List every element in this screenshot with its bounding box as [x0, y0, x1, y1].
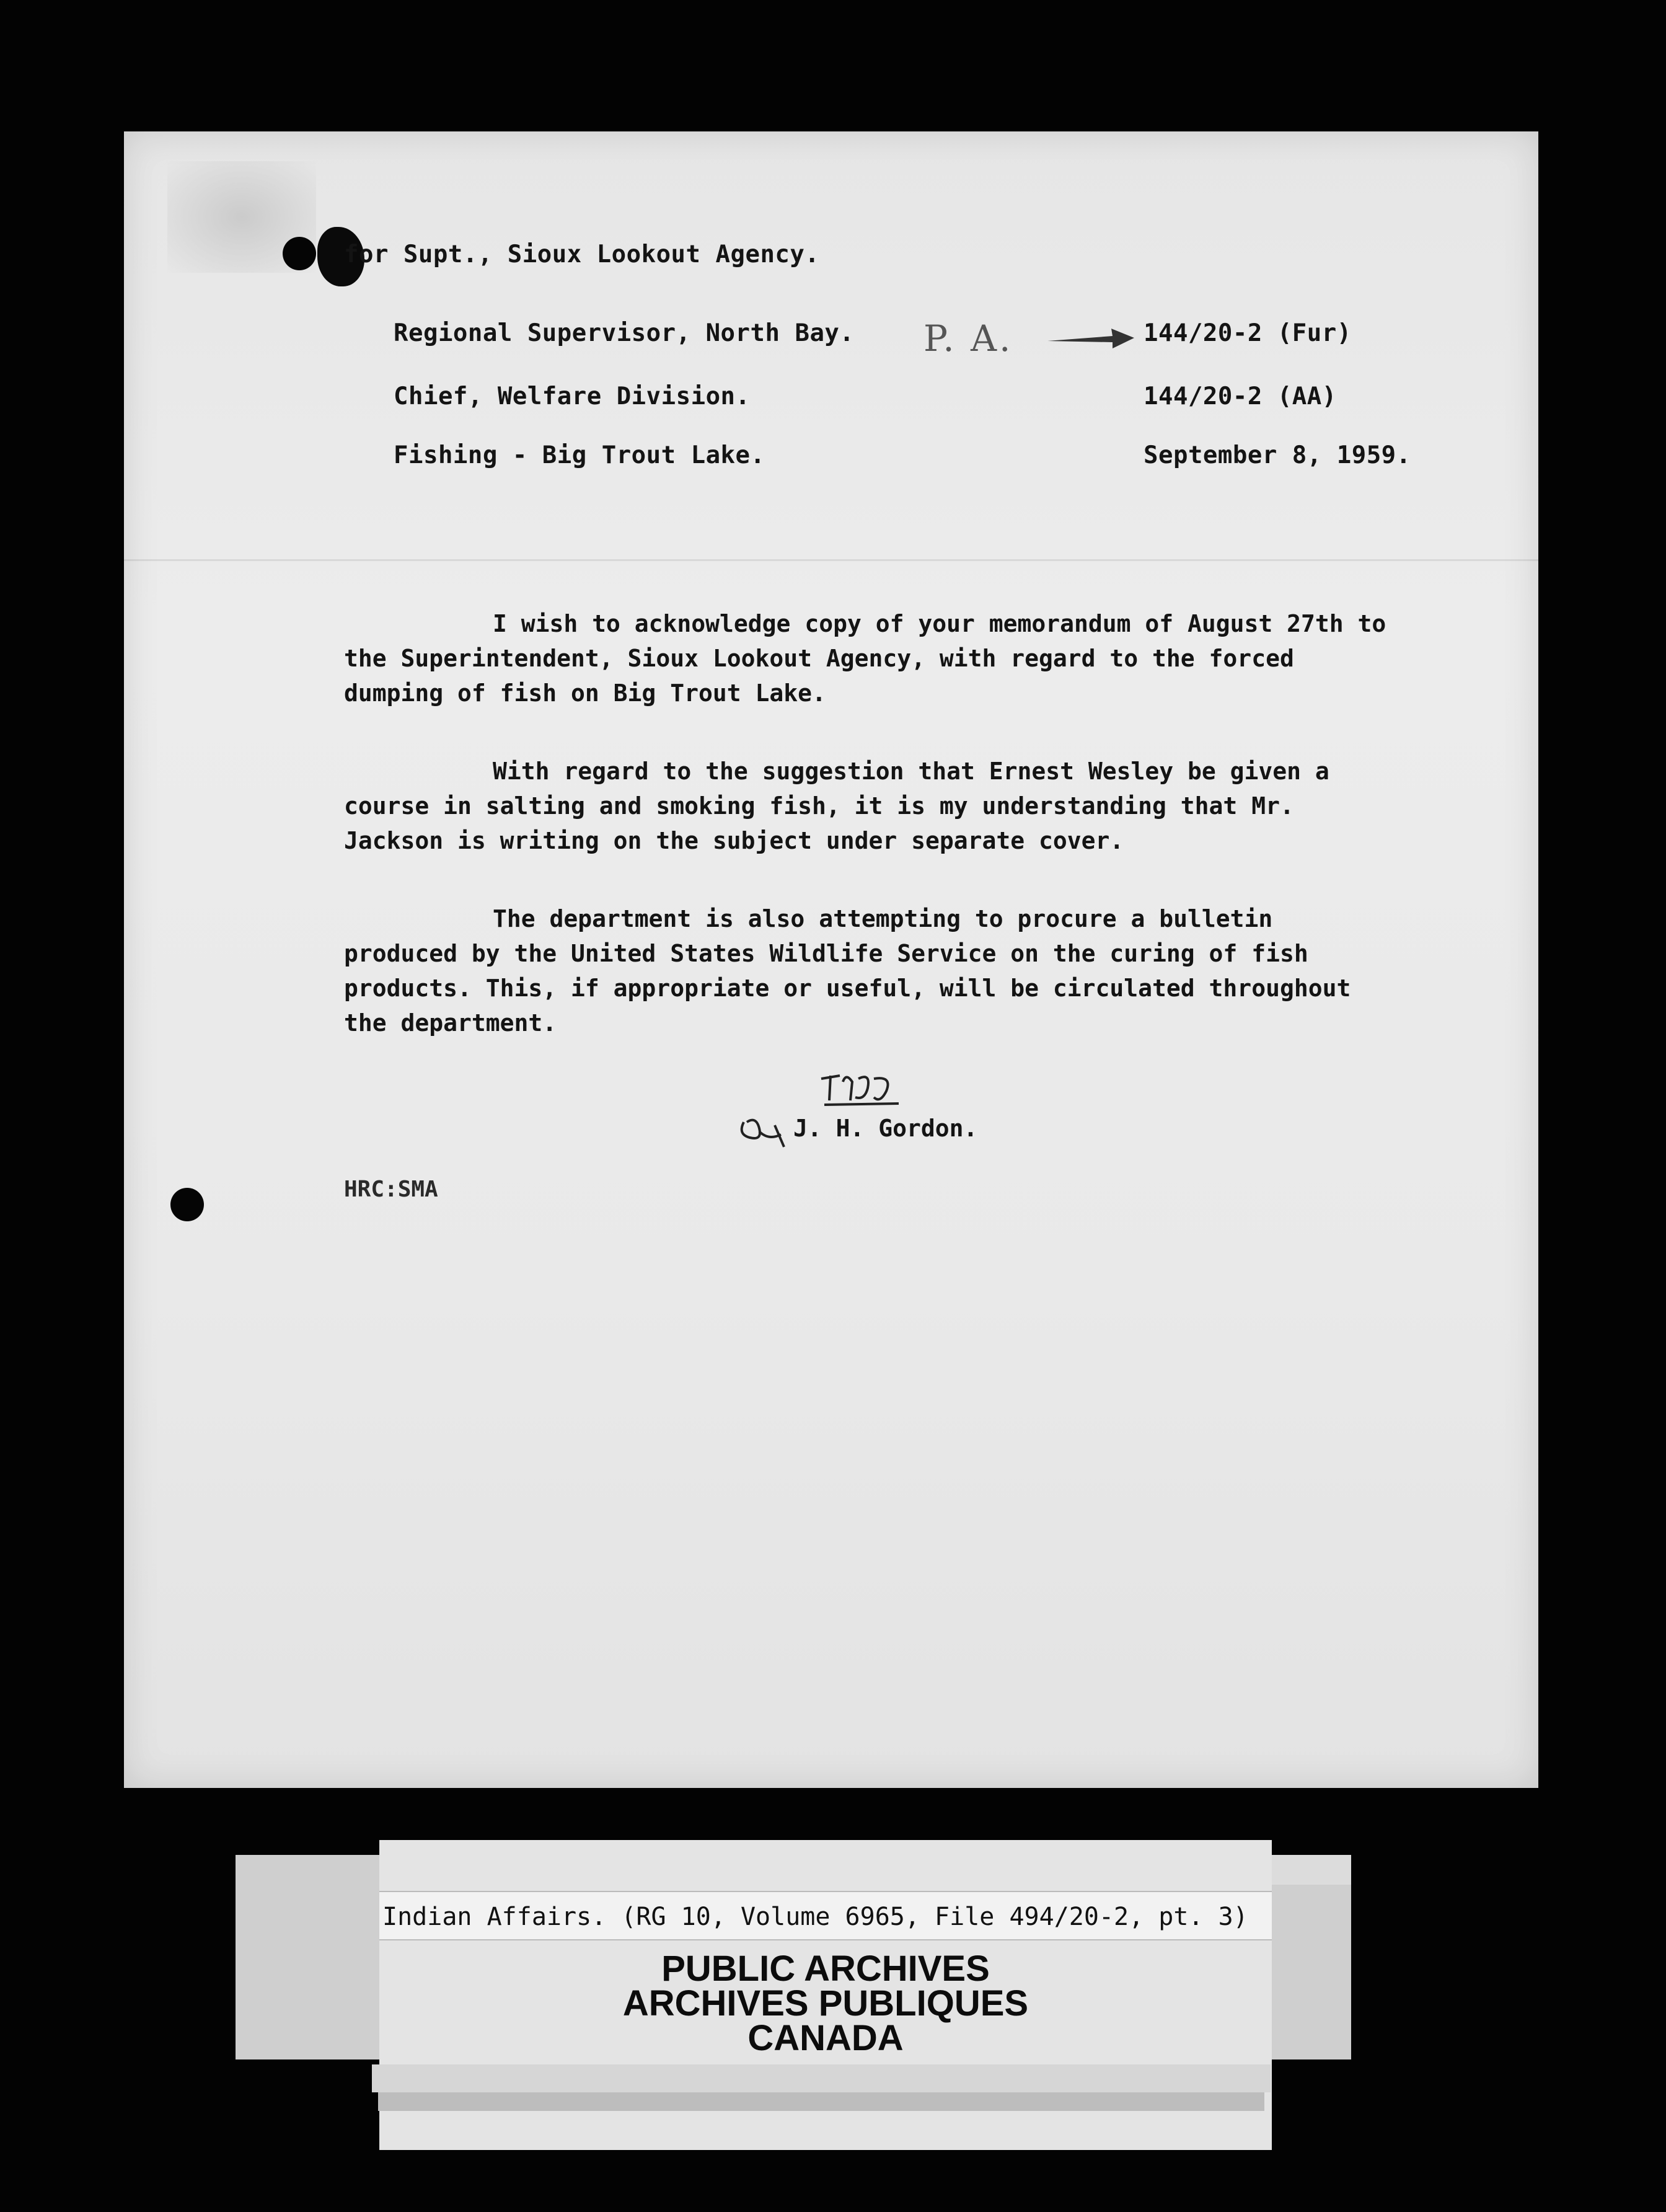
memo-body: [344, 606, 1398, 1084]
signature-block: [731, 1066, 1054, 1159]
pa-stamp: P. A.: [923, 317, 1013, 360]
file-reference-fur: 144/20-2 (Fur): [1144, 319, 1352, 347]
signature-name: J. H. Gordon.: [793, 1115, 978, 1142]
memo-paragraph-2: With regard to the suggestion that Ernest Wesley be given a course in salting and smoking fish, it is my understanding that Mr. Jackson is writing on the subject under separate cover.: [344, 758, 1329, 854]
file-reference-aa: 144/20-2 (AA): [1144, 383, 1337, 410]
reference-initials: HRC:SMA: [344, 1177, 438, 1202]
memo-subject-line: Fishing - Big Trout Lake.: [394, 441, 765, 469]
memo-cc-line: Chief, Welfare Division.: [394, 383, 751, 410]
memo-date: September 8, 1959.: [1144, 441, 1411, 469]
archive-stamp: [379, 1949, 1272, 2058]
punch-hole-bottom: [170, 1188, 204, 1221]
archive-card-tab-right: [1272, 1885, 1351, 2059]
archive-stamp-line-3: CANADA: [747, 2018, 904, 2058]
memo-paragraph-3: The department is also attempting to procure a bulletin produced by the United States Wildlife Service on the curing of fish products. This, if appropriate or useful, will be circulated throughout the department.: [344, 905, 1351, 1037]
memo-paragraph-1: I wish to acknowledge copy of your memorandum of August 27th to the Superintendent, Sioux Lookout Agency, with regard to the forced dumping of fish on Big Trout Lake.: [344, 610, 1386, 707]
memo-to-line: for Supt., Sioux Lookout Agency.: [344, 241, 820, 268]
punch-hole-top: [283, 237, 316, 270]
archive-stamp-line-1: PUBLIC ARCHIVES: [661, 1949, 990, 1989]
archive-card-tab-left: [236, 1855, 379, 2059]
memo-from-line: Regional Supervisor, North Bay.: [394, 319, 855, 347]
handwritten-mark: [731, 1104, 800, 1153]
archive-strip: [372, 2064, 1271, 2092]
arrow-right-icon: [1044, 322, 1137, 353]
archive-citation: Indian Affairs. (RG 10, Volume 6965, File 494/20-2, pt. 3): [379, 1891, 1272, 1940]
archive-stamp-line-2: ARCHIVES PUBLIQUES: [622, 1983, 1029, 2024]
archive-strip-lower: [378, 2092, 1264, 2111]
handwritten-initials: [812, 1066, 905, 1110]
